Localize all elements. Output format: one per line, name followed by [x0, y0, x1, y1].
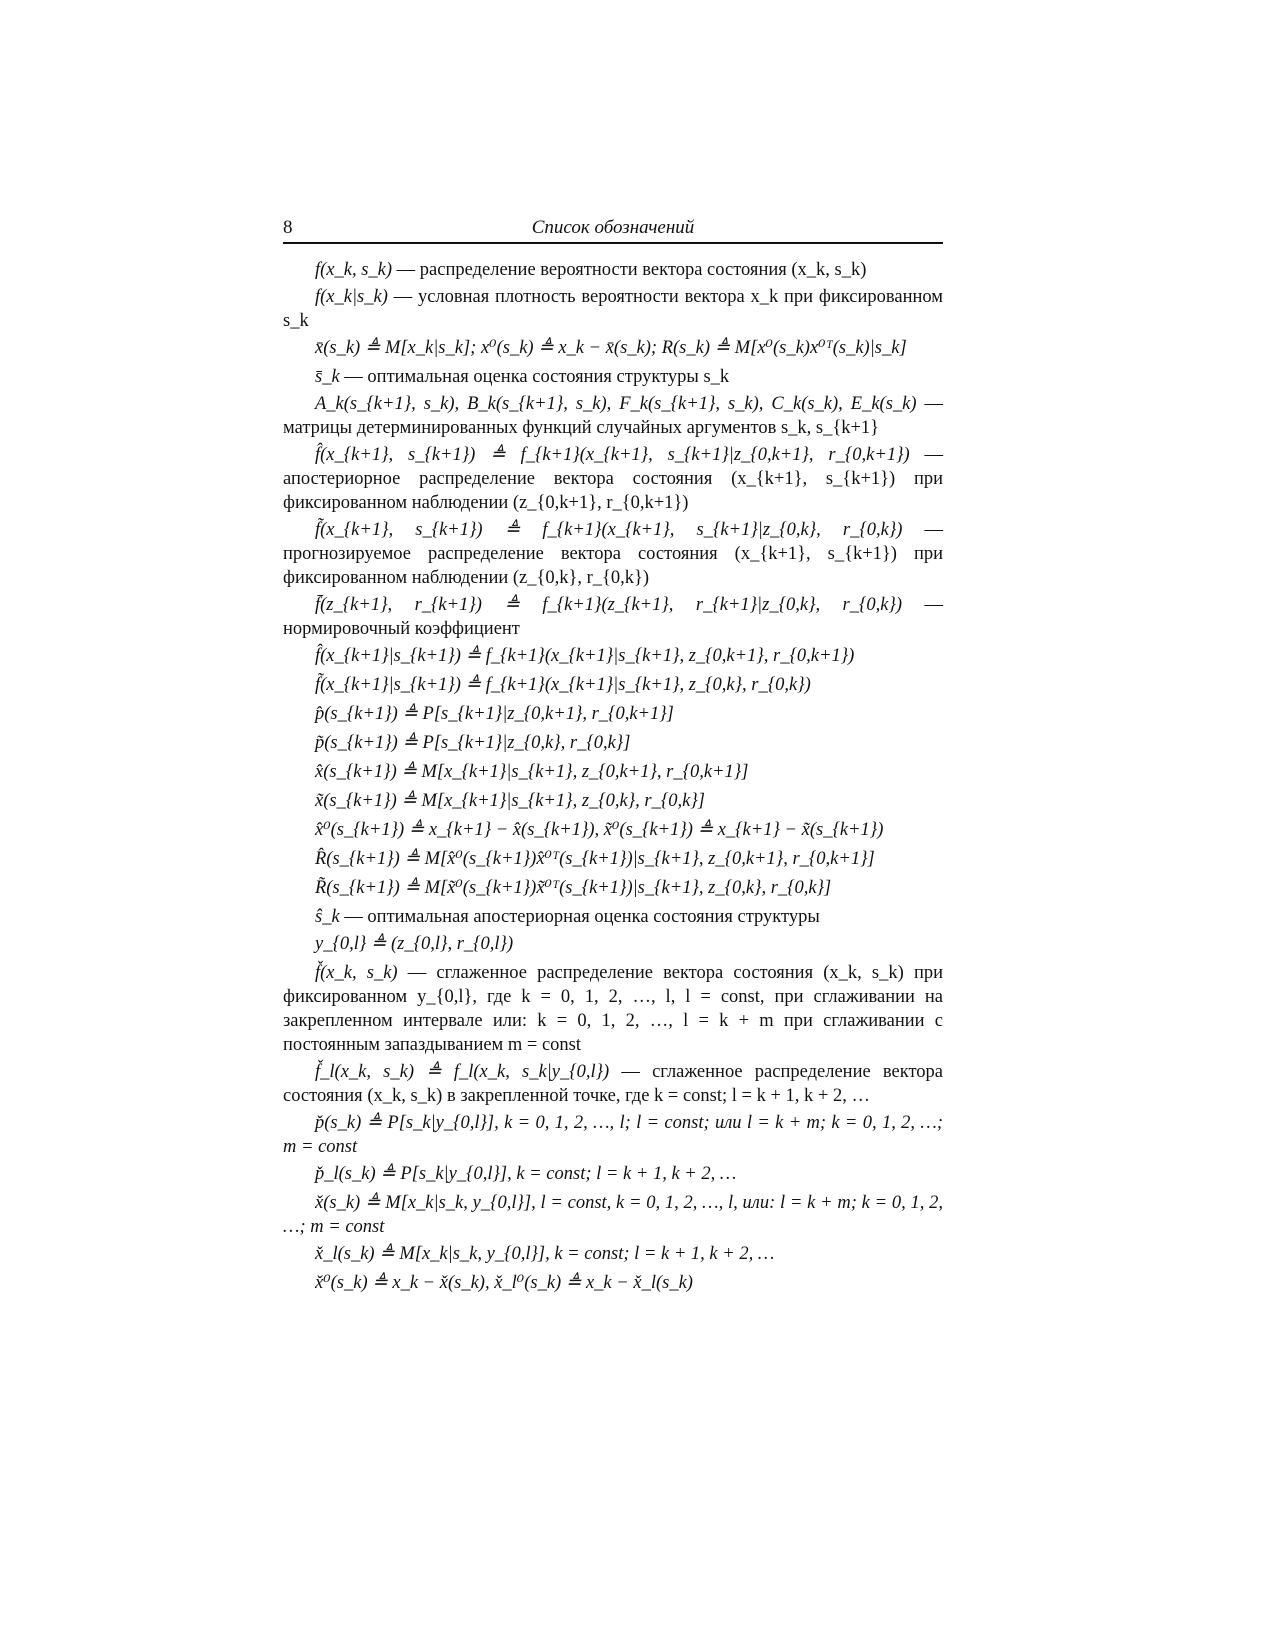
entry-formula: x̌_l(s_k) ≜ M[x_k|s_k, y_{0,l}], k = const; l = k + 1, k + 2, …: [315, 1244, 775, 1264]
entry-formula: R̃(s_{k+1}) ≜ M[x̃⁰(s_{k+1})x̃⁰ᵀ(s_{k+1})|s_{k+1}, z_{0,k}, r_{0,k}]: [315, 878, 832, 898]
entry-description: — распределение вероятности вектора состояния (x_k, s_k): [392, 260, 867, 280]
notation-entry: [283, 1111, 943, 1159]
entry-formula: p̌_l(s_k) ≜ P[s_k|y_{0,l}], k = const; l = k + 1, k + 2, …: [315, 1164, 737, 1184]
entry-formula: f̌(x_k, s_k): [315, 963, 398, 983]
notation-entry: [283, 905, 943, 929]
entry-formula: f̂(x_{k+1}, s_{k+1}) ≜ f_{k+1}(x_{k+1}, s_{k+1}|z_{0,k+1}, r_{0,k+1}): [315, 445, 910, 465]
entry-formula: x̂(s_{k+1}) ≜ M[x_{k+1}|s_{k+1}, z_{0,k+1}, r_{0,k+1}]: [315, 762, 749, 782]
entry-formula: y_{0,l} ≜ (z_{0,l}, r_{0,l}): [315, 934, 514, 954]
entry-formula: f̄(z_{k+1}, r_{k+1}) ≜ f_{k+1}(z_{k+1}, r_{k+1}|z_{0,k}, r_{0,k}): [315, 595, 903, 615]
entry-formula: f̃(x_{k+1}, s_{k+1}) ≜ f_{k+1}(x_{k+1}, s_{k+1}|z_{0,k}, r_{0,k}): [315, 520, 903, 540]
entry-description: — нормировочный коэффициент: [283, 595, 943, 639]
entry-formula: x̂⁰(s_{k+1}) ≜ x_{k+1} − x̂(s_{k+1}), x̃⁰(s_{k+1}) ≜ x_{k+1} − x̃(s_{k+1}): [315, 820, 884, 840]
notation-entry: [283, 818, 943, 842]
entry-formula: A_k(s_{k+1}, s_k), B_k(s_{k+1}, s_k), F_k(s_{k+1}, s_k), C_k(s_k), E_k(s_k): [315, 394, 917, 414]
entry-description: — условная плотность вероятности вектора x_k при фиксированном s_k: [283, 287, 943, 331]
notation-entry: [283, 644, 943, 668]
entry-formula: f(x_k|s_k): [315, 287, 388, 307]
entry-description: — сглаженное распределение вектора состояния (x_k, s_k) в закрепленной точке, где k = const; l = k + 1, k + 2, …: [283, 1062, 943, 1106]
running-title: Список обозначений: [531, 217, 695, 238]
notation-entry: [283, 365, 943, 389]
entry-formula: f̌_l(x_k, s_k) ≜ f_l(x_k, s_k|y_{0,l}): [315, 1062, 610, 1082]
entry-description: — сглаженное распределение вектора состояния (x_k, s_k) при фиксированном y_{0,l}, где k = 0, 1, 2, …, l, l = const, при сглаживании на закрепленном интервале или: k = 0, 1, 2, …, l = k + m при сглаживании с постоянным запаздыванием m = const: [283, 963, 943, 1055]
page-number: 8: [283, 217, 293, 238]
entry-formula: R̂(s_{k+1}) ≜ M[x̂⁰(s_{k+1})x̂⁰ᵀ(s_{k+1})|s_{k+1}, z_{0,k+1}, r_{0,k+1}]: [315, 849, 875, 869]
entry-formula: ŝ_k: [315, 907, 340, 927]
entry-formula: f̂(x_{k+1}|s_{k+1}) ≜ f_{k+1}(x_{k+1}|s_{k+1}, z_{0,k+1}, r_{0,k+1}): [315, 646, 855, 666]
entry-formula: p̃(s_{k+1}) ≜ P[s_{k+1}|z_{0,k}, r_{0,k}]: [315, 733, 631, 753]
notation-entry: [283, 518, 943, 590]
page-header: [283, 212, 943, 244]
notation-entry: [283, 593, 943, 641]
notation-entry: [283, 760, 943, 784]
notation-entry: [283, 731, 943, 755]
notation-entry: [283, 1271, 943, 1295]
notation-entry: [283, 285, 943, 333]
notation-entry: [283, 673, 943, 697]
notation-entry: [283, 702, 943, 726]
entry-formula: x̄(s_k) ≜ M[x_k|s_k]; x⁰(s_k) ≜ x_k − x̄(s_k); R(s_k) ≜ M[x⁰(s_k)x⁰ᵀ(s_k)|s_k]: [315, 338, 907, 358]
entry-description: — оптимальная апостериорная оценка состояния структуры: [339, 907, 820, 927]
notation-entry: [283, 789, 943, 813]
notation-entry: [283, 336, 943, 360]
entry-description: — апостериорное распределение вектора состояния (x_{k+1}, s_{k+1}) при фиксированном наблюдении (z_{0,k+1}, r_{0,k+1}): [283, 445, 944, 513]
notation-entry: [283, 932, 943, 956]
book-page: [283, 212, 943, 1300]
notation-entry: [283, 1191, 943, 1239]
entry-formula: x̌(s_k) ≜ M[x_k|s_k, y_{0,l}], l = const, k = 0, 1, 2, …, l, или: l = k + m; k = 0, 1, 2, …; m = const: [283, 1193, 943, 1237]
entry-formula: x̃(s_{k+1}) ≜ M[x_{k+1}|s_{k+1}, z_{0,k}, r_{0,k}]: [315, 791, 705, 811]
notation-entry: [283, 876, 943, 900]
notation-entry: [283, 961, 943, 1057]
notation-entry: [283, 443, 943, 515]
entry-description: — оптимальная оценка состояния структуры s_k: [339, 367, 730, 387]
notation-list: [283, 258, 943, 1295]
entry-formula: s̄_k: [315, 367, 340, 387]
entry-formula: p̌(s_k) ≜ P[s_k|y_{0,l}], k = 0, 1, 2, …, l; l = const; или l = k + m; k = 0, 1, 2, …; m = const: [283, 1113, 943, 1157]
entry-formula: f̃(x_{k+1}|s_{k+1}) ≜ f_{k+1}(x_{k+1}|s_{k+1}, z_{0,k}, r_{0,k}): [315, 675, 811, 695]
notation-entry: [283, 1162, 943, 1186]
entry-formula: p̂(s_{k+1}) ≜ P[s_{k+1}|z_{0,k+1}, r_{0,k+1}]: [315, 704, 674, 724]
entry-formula: x̌⁰(s_k) ≜ x_k − x̌(s_k), x̌_l⁰(s_k) ≜ x_k − x̌_l(s_k): [315, 1273, 693, 1293]
entry-description: — прогнозируемое распределение вектора состояния (x_{k+1}, s_{k+1}) при фиксированном наблюдении (z_{0,k}, r_{0,k}): [283, 520, 944, 588]
entry-formula: f(x_k, s_k): [315, 260, 393, 280]
notation-entry: [283, 847, 943, 871]
notation-entry: [283, 1242, 943, 1266]
notation-entry: [283, 392, 943, 440]
entry-description: — матрицы детерминированных функций случайных аргументов s_k, s_{k+1}: [283, 394, 943, 438]
notation-entry: [283, 258, 943, 282]
notation-entry: [283, 1060, 943, 1108]
